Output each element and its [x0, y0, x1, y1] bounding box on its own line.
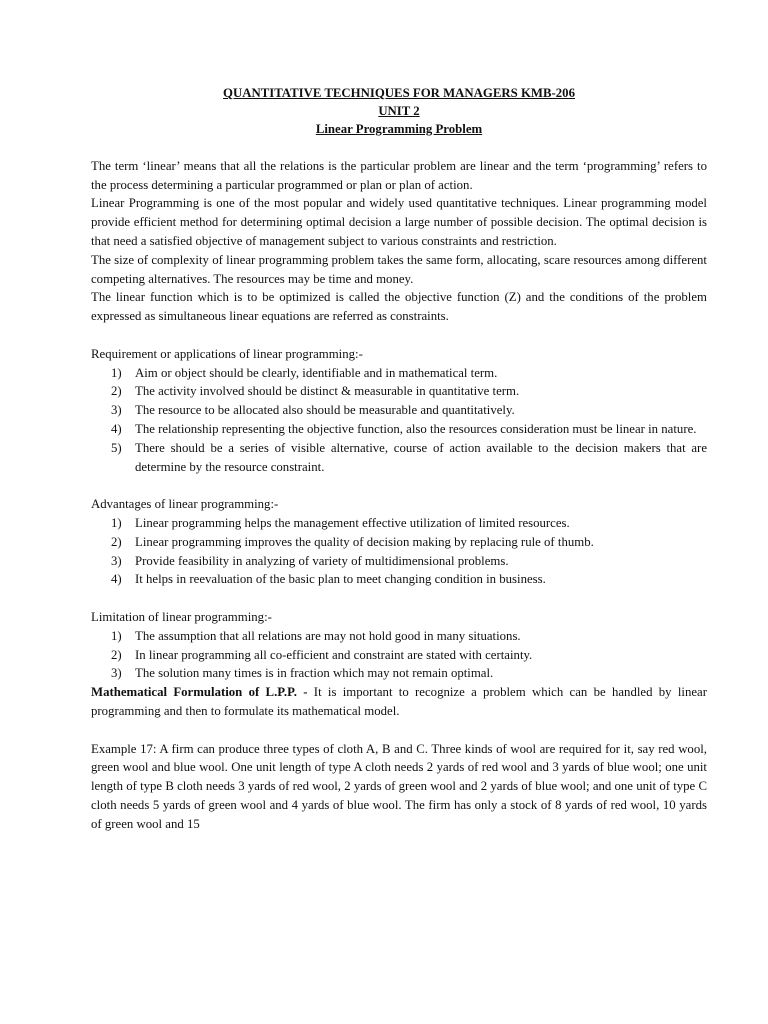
list-number: 3) [111, 666, 122, 681]
document-content [91, 84, 707, 833]
list-number: 4) [111, 572, 122, 587]
list-item [91, 420, 707, 439]
spacer [91, 476, 707, 495]
formulation-text: It is important to recognize a problem which can be handled by linear programming and then to formulate its mathematical model. [91, 685, 707, 718]
spacer [91, 138, 707, 157]
intro-paragraph: The linear function which is to be optimized is called the objective function (Z) and the conditions of the problem expressed as simultaneous linear equations are referred as constraints. [91, 290, 707, 324]
list-item [91, 364, 707, 383]
example-paragraph: Example 17: A firm can produce three types of cloth A, B and C. Three kinds of wool are required for it, say red wool, green wool and blue wool. One unit length of type A cloth needs 2 yards of red wool and 3 yards of blue wool; one unit length of type B cloth needs 3 yards of red wool, 2 yards of green wool and 2 yards of blue wool; and one unit of type C cloth needs 5 yards of green wool and 4 yards of blue wool. The firm has only a stock of 8 yards of red wool, 10 yards of green wool and 15 [91, 741, 707, 831]
list-item [91, 514, 707, 533]
spacer [91, 589, 707, 608]
intro-paragraph: The term ‘linear’ means that all the relations is the particular problem are linear and the term ‘programming’ refers to the process determining a particular programmed or plan or plan of action. [91, 158, 707, 192]
list-item-text: In linear programming all co-efficient and constraint are stated with certainty. [135, 647, 533, 662]
list-item [91, 533, 707, 552]
list-item [91, 401, 707, 420]
list-item [91, 627, 707, 646]
list-item-text: The relationship representing the objective function, also the resources consideration must be linear in nature. [135, 421, 697, 436]
spacer [91, 721, 707, 740]
document-header [91, 84, 707, 138]
list-number: 1) [111, 515, 122, 530]
list-number: 1) [111, 365, 122, 380]
course-title: QUANTITATIVE TECHNIQUES FOR MANAGERS KMB-206 [223, 86, 575, 100]
list-item [91, 664, 707, 683]
spacer [91, 326, 707, 345]
list-number: 3) [111, 553, 122, 568]
list-item [91, 552, 707, 571]
list-item-text: The resource to be allocated also should be measurable and quantitatively. [135, 403, 515, 418]
list-item [91, 382, 707, 401]
list-item-text: Linear programming helps the management effective utilization of limited resources. [135, 515, 570, 530]
list-item-text: The assumption that all relations are may not hold good in many situations. [135, 628, 521, 643]
requirements-list [91, 364, 707, 477]
advantages-heading: Advantages of linear programming:- [91, 497, 279, 512]
topic-title: Linear Programming Problem [315, 122, 483, 136]
limitations-heading: Limitation of linear programming:- [91, 609, 272, 624]
list-number: 4) [111, 421, 122, 436]
list-number: 5) [111, 440, 122, 455]
list-item [91, 646, 707, 665]
list-item-text: Provide feasibility in analyzing of variety of multidimensional problems. [135, 553, 509, 568]
intro-paragraph: The size of complexity of linear programming problem takes the same form, allocating, scare resources among different competing alternatives. The resources may be time and money. [91, 252, 707, 286]
formulation-heading: Mathematical Formulation of L.P.P. - [91, 685, 308, 700]
list-item-text: The solution many times is in fraction which may not remain optimal. [135, 666, 494, 681]
list-number: 2) [111, 384, 122, 399]
requirements-heading: Requirement or applications of linear programming:- [91, 346, 363, 361]
list-item [91, 439, 707, 477]
list-item-text: Aim or object should be clearly, identifiable and in mathematical term. [135, 365, 498, 380]
list-number: 1) [111, 628, 122, 643]
list-number: 3) [111, 403, 122, 418]
list-number: 2) [111, 534, 122, 549]
list-number: 2) [111, 647, 122, 662]
advantages-list [91, 514, 707, 589]
list-item-text: It helps in reevaluation of the basic plan to meet changing condition in business. [135, 572, 546, 587]
list-item-text: The activity involved should be distinct & measurable in quantitative term. [135, 384, 520, 399]
formulation-paragraph [91, 683, 707, 721]
list-item [91, 570, 707, 589]
intro-paragraph: Linear Programming is one of the most popular and widely used quantitative techniques. Linear programming model provide efficient method for determining optimal decision a large number of possible decision. The optimal decision is that need a satisfied objective of management subject to various constraints and restriction. [91, 196, 707, 248]
limitations-list [91, 627, 707, 683]
list-item-text: There should be a series of visible alternative, course of action available to the decision makers that are determine by the resource constraint. [135, 440, 707, 474]
list-item-text: Linear programming improves the quality of decision making by replacing rule of thumb. [135, 534, 594, 549]
unit-title: UNIT 2 [378, 104, 420, 118]
